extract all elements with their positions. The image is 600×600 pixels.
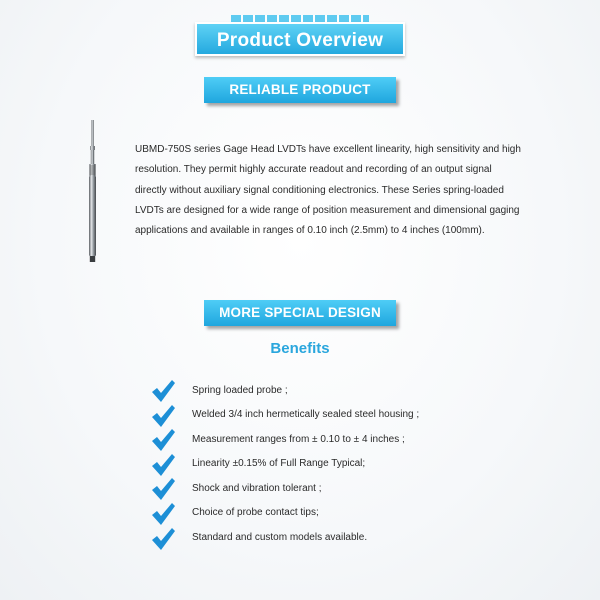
special-design-banner: MORE SPECIAL DESIGN: [204, 300, 396, 326]
benefit-text: Welded 3/4 inch hermetically sealed steel housing ;: [192, 409, 420, 421]
benefit-text: Standard and custom models available.: [192, 532, 368, 544]
benefit-text: Shock and vibration tolerant ;: [192, 482, 322, 494]
benefit-text: Linearity ±0.15% of Full Range Typical;: [192, 458, 366, 470]
check-icon: [150, 476, 176, 502]
check-icon: [150, 452, 176, 478]
check-icon: [150, 378, 176, 404]
overview-banner: [195, 22, 405, 56]
benefits-heading: Benefits: [270, 340, 330, 357]
check-icon: [150, 427, 176, 453]
list-item: [150, 476, 419, 500]
reliable-product-banner: RELIABLE PRODUCT: [204, 77, 396, 103]
list-item: [150, 526, 419, 550]
page-title: Product Overview: [195, 22, 405, 56]
benefit-text: Measurement ranges from ± 0.10 to ± 4 inches ;: [192, 433, 405, 445]
check-icon: [150, 403, 176, 429]
check-icon: [150, 526, 176, 552]
lvdt-probe-image: [80, 118, 106, 263]
benefit-text: Choice of probe contact tips;: [192, 507, 319, 519]
list-item: [150, 427, 419, 451]
check-icon: [150, 501, 176, 527]
list-item: [150, 452, 419, 476]
product-description: UBMD-750S series Gage Head LVDTs have excellent linearity, high sensitivity and high resolution. They permit highly accurate readout and recording of an output signal directly without auxiliary signal conditioning electronics. These Series spring-loaded LVDTs are designed for a wide range of position measurement and dimensional gaging applications and available in ranges of 0.10 inch (2.5mm) to 4 inches (100mm).: [135, 144, 521, 237]
benefits-list: [150, 378, 419, 550]
benefit-text: Spring loaded probe ;: [192, 384, 288, 396]
list-item: [150, 378, 419, 402]
list-item: [150, 501, 419, 525]
list-item: [150, 403, 419, 427]
